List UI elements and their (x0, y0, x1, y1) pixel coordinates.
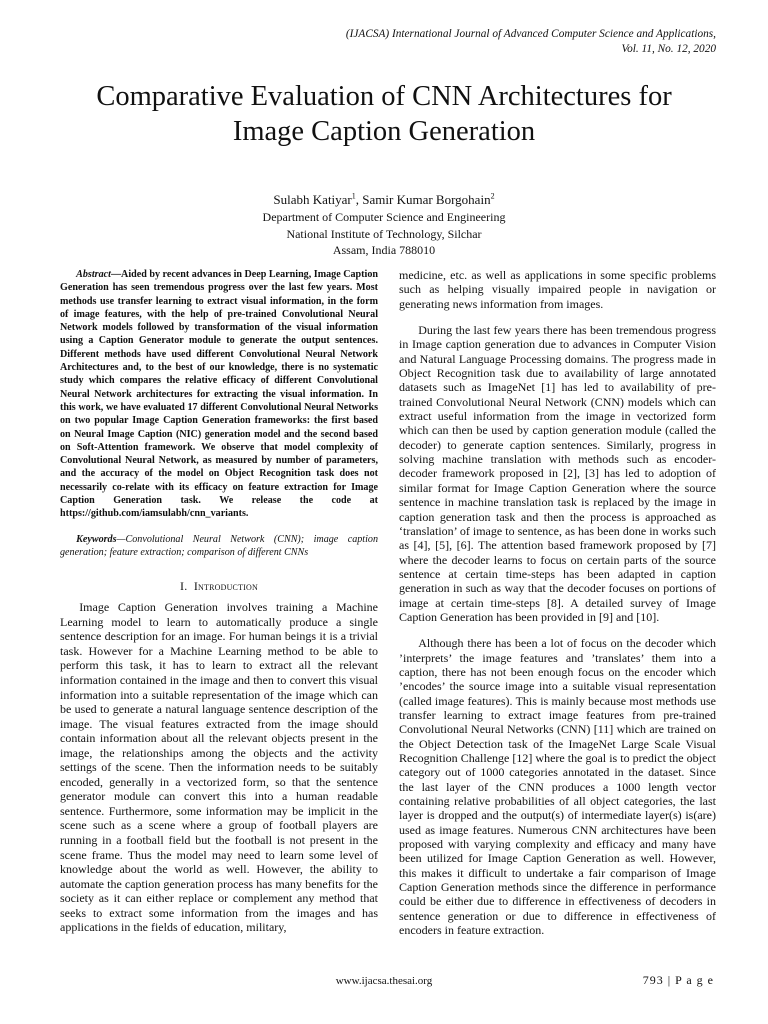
body-paragraph: Image Caption Generation involves training a Machine Learning model to learn to automatically produce a single sentence description for an image. For human beings it is a trivial task. However for a Machine Learning method to be able to perform this task, it has to learn to extract all the relevant information contained in the image and then to convert this visual information into a suitable representation of the image which can be used to generate a natural language sentence description of the image. The visual features extracted from the image should contain information about all the relevant objects present in the image, the relationships among the objects and the activity settings of the scene. Then the information needs to be suitably encoded, generally in a vectorized form, so that the sentence generator module can convert this into a human readable sentence. Furthermore, some information may be implicit in the scene such as a scene where a group of football players are running in a football field but the football is not present in the scene frame. Thus the model may need to learn some level of knowledge about the world as well. However, the ability to automate the caption generation process has many benefits for the society as it can either replace or complement any method that seeks to extract some information from the images and has applications in the fields of education, military, (60, 600, 378, 935)
right-column (399, 268, 716, 937)
journal-volume: Vol. 11, No. 12, 2020 (621, 43, 716, 55)
author-name: Sulabh Katiyar (273, 192, 352, 207)
body-paragraph: medicine, etc. as well as applications in some specific problems such as helping visually impaired people in navigation or generating news information from images. (399, 268, 716, 311)
section-number: I. (180, 579, 188, 594)
title-line-2: Image Caption Generation (232, 116, 536, 147)
paper-title (40, 79, 728, 149)
page-number: 793 | P a g e (642, 973, 714, 987)
author-affiliation-mark: 2 (490, 191, 495, 201)
journal-name: (IJACSA) International Journal of Advanced Computer Science and Applications, (345, 28, 716, 40)
author-name: Samir Kumar Borgohain (362, 192, 491, 207)
affiliation-institute: National Institute of Technology, Silchar (286, 226, 482, 241)
left-column (60, 268, 378, 935)
abstract (60, 268, 378, 521)
footer-url: www.ijacsa.thesai.org (335, 975, 433, 987)
author-list (40, 191, 728, 208)
author-affiliation-mark: 1 (351, 191, 356, 201)
section-heading (60, 579, 378, 594)
author-separator: , (355, 192, 363, 207)
abstract-text: —Aided by recent advances in Deep Learning, Image Caption Generation has seen tremendous progress over the last few years. Most methods use transfer learning to extract visual information, in the form of image features, with the help of pre-trained Convolutional Neural Network models followed by transformation of the visual information using a Caption Generator module to generate the output sentences. Different methods have used different Convolutional Neural Network Architectures and, to the best of our knowledge, there is no systematic study which compares the relative efficacy of different Convolutional Neural Network architectures for extracting the visual information. In this work, we have evaluated 17 different Convolutional Neural Networks on two popular Image Caption Generation frameworks: the first based on Neural Image Caption (NIC) generation model and the second based on Soft-Attention framework. We observe that model complexity of Convolutional Neural Network, as measured by number of parameters, and the accuracy of the model on Object Recognition task does not necessarily co-relate with its efficacy on feature extraction for Image Caption Generation task. We release the code at https://github.com/iamsulabh/cnn_variants. (60, 269, 378, 520)
journal-header (156, 27, 716, 57)
section-title: Introduction (193, 579, 258, 594)
title-line-1: Comparative Evaluation of CNN Architectures for (96, 81, 672, 112)
keywords-label: Keywords (76, 533, 117, 545)
keywords (60, 533, 378, 560)
affiliation-location: Assam, India 788010 (332, 243, 436, 257)
keywords-text: —Convolutional Neural Network (CNN); image caption generation; feature extraction; comparison of different CNNs (60, 533, 378, 558)
affiliation-block (40, 209, 728, 259)
affiliation-department: Department of Computer Science and Engineering (262, 210, 506, 224)
body-paragraph: Although there has been a lot of focus on the decoder which ’interprets’ the image features and ’translates’ them into a caption, there has not been enough focus on the encoder which ’encodes’ the source image into a suitable visual representation (called image features). This is mainly because most methods use transfer learning to extract image features from pre-trained Convolutional Neural Networks (CNN) [11] which are trained on the Object Detection task of the ImageNet Large Scale Visual Recognition Challenge [12] where the goal is to predict the object category out of 1000 categories annotated in the dataset. Since the last layer of the CNN produces a 1000 length vector containing relative probabilities of all object categories, the last layer is dropped and the output(s) of intermediate layer(s) is(are) used as image features. Numerous CNN architectures have been proposed with varying complexity and efficacy and many have been utilized for Image Caption Generation as well. However, this makes it difficult to undertake a fair comparison of Image Caption Generation methods since the difference in performance could be either due to difference in effectiveness of decoders in sentence generation or due to difference in effectiveness of encoders in feature extraction. (399, 636, 716, 938)
body-paragraph: During the last few years there has been tremendous progress in Image caption generation due to advances in Computer Vision and Natural Language Processing domains. The progress made in Object Recognition task due to availability of large annotated datasets such as ImageNet [1] has led to availability of pre-trained Convolutional Neural Network (CNN) models which can extract useful information from the image in vectorized form which can then be used by caption generation module (called the decoder) to generate caption sentences. Similarly, progress in solving machine translation with methods such as encoder-decoder framework proposed in [2], [3] has led to adoption of similar format for Image Caption Generation where the source sentence in machine translation task is replaced by the image in caption generation task and then the process is approached as ‘translation’ of image to sentence, as has been done in works such as [4], [5], [6]. The attention based framework proposed by [7] where the decoder learns to focus on certain parts of the source sentence at certain time-steps has been adapted in caption generation in such as way that the decoder focuses on portions of image at certain time-steps [8]. A detailed survey of Image Caption Generation has been provided in [9] and [10]. (399, 323, 716, 624)
abstract-label: Abstract (76, 269, 111, 280)
